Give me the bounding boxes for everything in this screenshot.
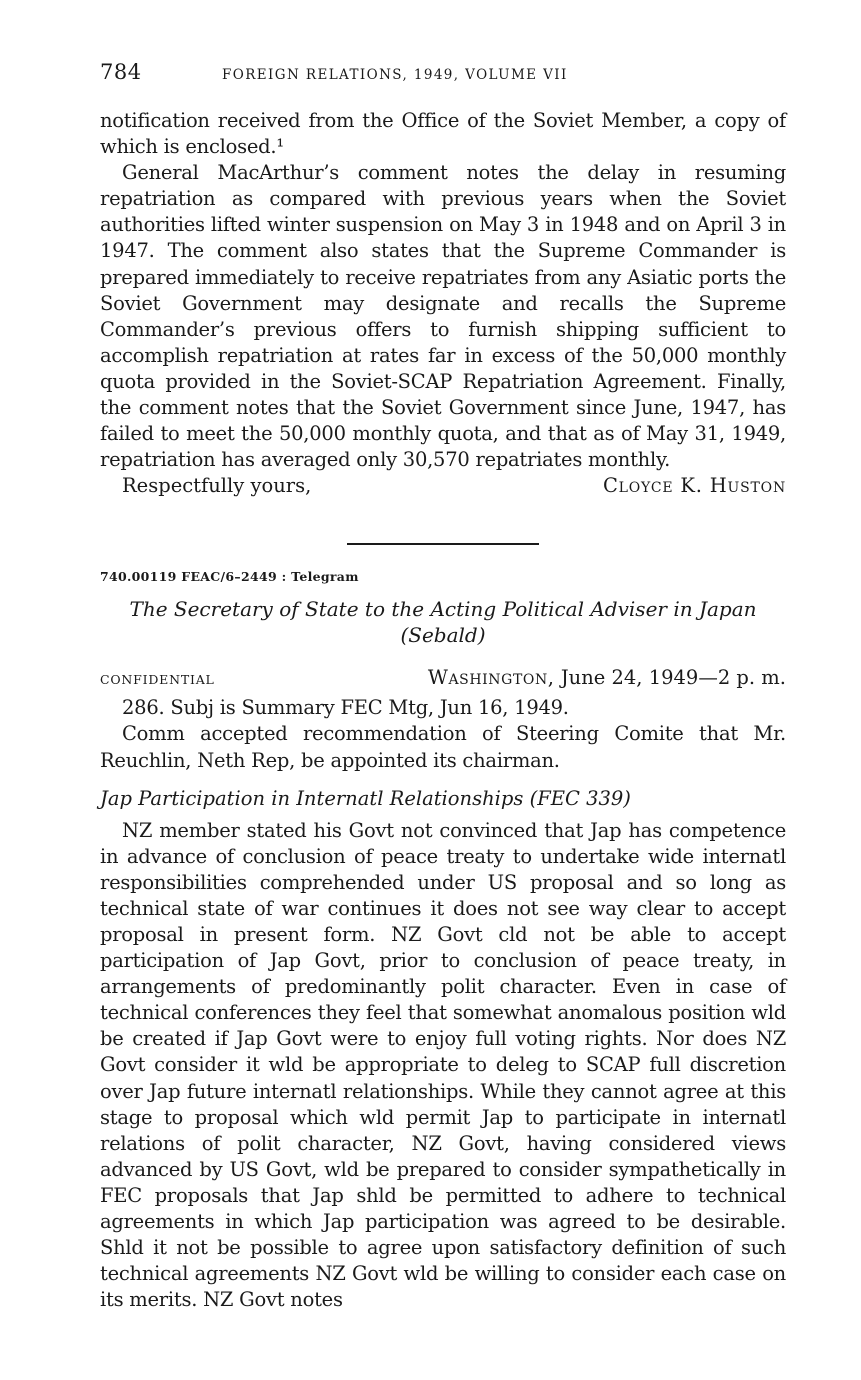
telegram-paragraph-3: NZ member stated his Govt not convinced that Jap has competence in advance of conclusion of peace treaty to undertake wide internatl responsibilities comprehended under US proposal and so long as technical state of war continues it does not see way clear to accept proposal in present form. NZ Govt cld not be able to accept participation of Jap Govt, prior to conclusion of peace treaty, in arrangements of predominantly polit character. Even in case of technical conferences they feel that somewhat anomalous position wld be created if Jap Govt were to enjoy full voting rights. Nor does NZ Govt consider it wld be appropriate to deleg to SCAP full discretion over Jap future internatl relationships. While they cannot agree at this stage to proposal which wld permit Jap to participate in internatl relations of polit character, NZ Govt, having considered views advanced by US Govt, wld be prepared to consider sympathetically in FEC proposals that Jap shld be permitted to adhere to technical agreements in which Jap participation was agreed to be desirable. Shld it not be possible to agree upon satisfactory definition of such technical agreements NZ Govt wld be willing to consider each case on its merits. NZ Govt notes bbox=[100, 818, 786, 1312]
date: June 24, 1949—2 p. m. bbox=[560, 666, 786, 690]
place-date bbox=[428, 666, 786, 689]
dateline bbox=[100, 666, 786, 689]
page-number: 784 bbox=[100, 60, 142, 84]
running-head-title: FOREIGN RELATIONS, 1949, VOLUME VII bbox=[222, 67, 568, 83]
running-head bbox=[100, 60, 786, 98]
closing-text: Respectfully yours, bbox=[122, 474, 312, 498]
telegram-paragraph-2: Comm accepted recommendation of Steering Comite that Mr. Reuchlin, Neth Rep, be appointed its chairman. bbox=[100, 722, 786, 772]
signature: Cloyce K. Huston bbox=[602, 474, 786, 498]
letter-paragraph: General MacArthur’s comment notes the delay in resuming repatriation as compared with previous years when the Soviet authorities lifted winter suspension on May 3 in 1948 and on April 3 in 1947. The comment also states that the Supreme Commander is prepared immediately to receive repatriates from any Asiatic ports the Soviet Government may designate and recalls the Supreme Commander’s previous offers to furnish shipping sufficient to accomplish repatriation at rates far in excess of the 50,000 monthly quota provided in the Soviet-SCAP Repatriation Agreement. Finally, the comment notes that the Soviet Government since June, 1947, has failed to meet the 50,000 monthly quota, and that as of May 31, 1949, repatriation has averaged only 30,570 repatriates monthly. bbox=[100, 161, 786, 472]
signature-block bbox=[100, 473, 786, 499]
telegram-paragraph-1: 286. Subj is Summary FEC Mtg, Jun 16, 1949. bbox=[122, 696, 569, 720]
document-page bbox=[100, 60, 786, 1313]
place: Washington, bbox=[427, 666, 555, 690]
document-title-line1: The Secretary of State to the Acting Political Adviser in Japan bbox=[129, 597, 757, 622]
file-reference: 740.00119 FEAC/6–2449 : Telegram bbox=[100, 569, 359, 585]
section-divider bbox=[347, 543, 539, 545]
document-title bbox=[100, 596, 786, 648]
document-title-line2: (Sebald) bbox=[400, 623, 486, 648]
section-subheading: Jap Participation in Internatl Relationships (FEC 339) bbox=[100, 786, 631, 810]
classification: CONFIDENTIAL bbox=[100, 672, 215, 688]
letter-continuation: notification received from the Office of the Soviet Member, a copy of which is enclosed.¹ bbox=[100, 109, 786, 159]
